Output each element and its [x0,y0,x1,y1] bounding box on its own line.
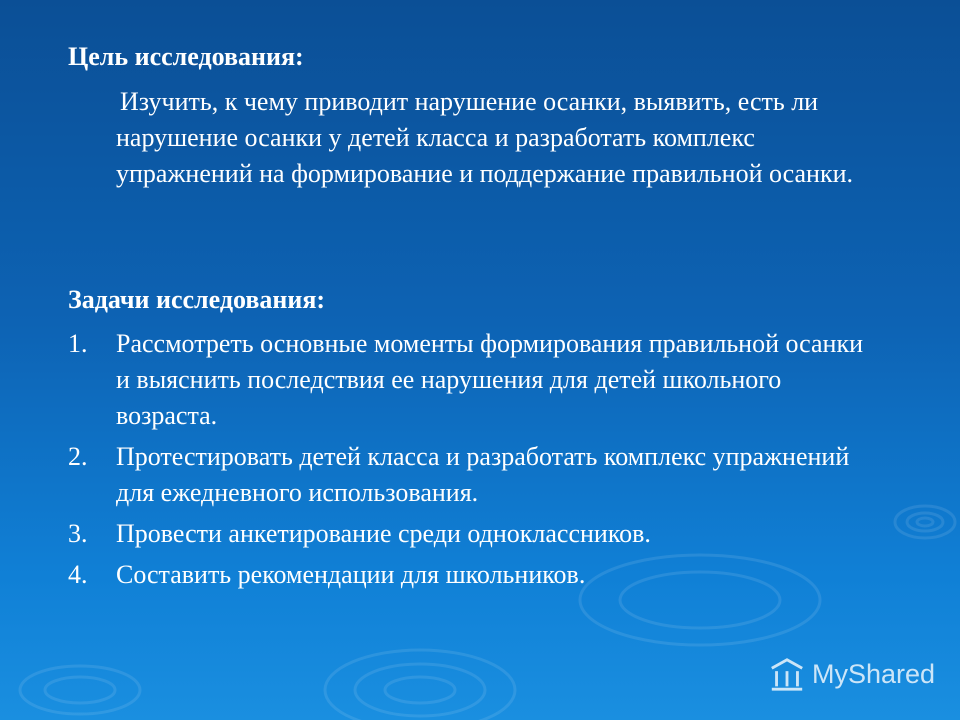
goal-heading: Цель исследования: [68,42,304,71]
myshared-watermark [768,654,935,694]
goal-text: Изучить, к чему приводит нарушение осанки, выявить, есть ли нарушение осанки у детей класса и разработать комплекс упражнений на формирование и поддержание правильной осанки. [116,87,853,188]
task-text: Составить рекомендации для школьников. [116,560,586,589]
task-item [68,439,868,511]
task-item [68,557,868,593]
task-item [68,516,868,552]
tasks-list [68,326,868,598]
task-number: 4. [68,560,88,589]
task-text: Протестировать детей класса и разработать комплекс упражнений для ежедневного использования. [116,442,850,507]
task-number: 3. [68,519,88,548]
task-text: Рассмотреть основные моменты формирования правильной осанки и выяснить последствия ее нарушения для детей школьного возраста. [116,329,864,430]
task-text: Провести анкетирование среди одноклассников. [116,519,651,548]
task-number: 1. [68,329,88,358]
task-item [68,326,868,434]
myshared-logo-icon [768,655,806,693]
watermark-brand: MyShared [812,658,936,689]
tasks-heading: Задачи исследования: [68,285,326,314]
task-number: 2. [68,442,88,471]
